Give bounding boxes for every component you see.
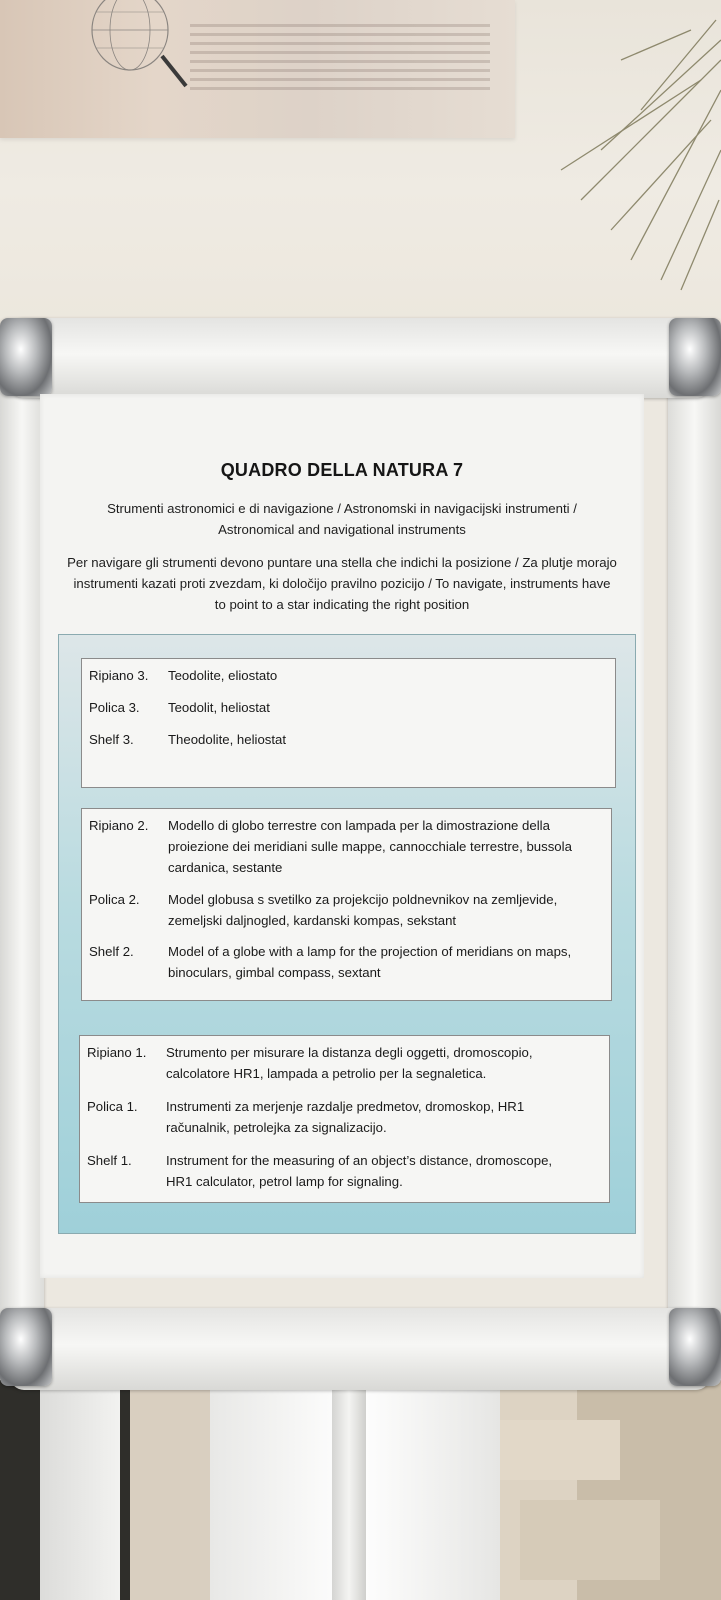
shelf-label: Shelf 1. xyxy=(87,1153,132,1168)
shelf-text-line: Model of a globe with a lamp for the projection of meridians on maps, xyxy=(168,944,572,959)
description-line: Per navigare gli strumenti devono puntare una stella che indichi la posizione / Za plutje morajo xyxy=(67,555,617,570)
shelf-text-line: calcolatore HR1, lampada a petrolio per la segnaletica. xyxy=(166,1066,487,1081)
shelf-label: Polica 2. xyxy=(89,892,140,907)
shelf-text-line: HR1 calculator, petrol lamp for signaling. xyxy=(166,1174,403,1189)
shelf-text-line: Instrument for the measuring of an object’s distance, dromoscope, xyxy=(166,1153,553,1168)
frame-corner-bottom-right xyxy=(669,1308,721,1386)
poster-text-lines xyxy=(190,24,490,96)
shelf-text-line: binoculars, gimbal compass, sextant xyxy=(168,965,381,980)
frame-corner-bottom-left xyxy=(0,1308,52,1386)
shelf-3-box xyxy=(81,658,616,788)
frame-corner-top-left xyxy=(0,318,52,396)
shelf-text-line: proiezione dei meridiani sulle mappe, cannocchiale terrestre, bussola xyxy=(168,839,572,854)
frame-corner-top-right xyxy=(669,318,721,396)
frame-rail-left xyxy=(0,358,44,1358)
subtitle-line: Astronomical and navigational instruments xyxy=(218,522,466,537)
shelves-panel xyxy=(58,634,636,1234)
shelf-label: Shelf 3. xyxy=(89,732,134,747)
shelf-label: Polica 1. xyxy=(87,1099,138,1114)
shelf-text: Theodolite, heliostat xyxy=(168,732,287,747)
description-line: instrumenti kazati proti zvezdam, ki določijo pravilno pozicijo / To navigate, instruments have xyxy=(73,576,611,591)
stand-leg-left xyxy=(40,1370,120,1600)
frame-rail-top xyxy=(10,318,710,398)
subtitle-line: Strumenti astronomici e di navigazione / Astronomski in navigacijski instrumenti / xyxy=(107,501,577,516)
globe-illustration xyxy=(90,0,190,100)
shelf-text-line: Strumento per misurare la distanza degli oggetti, dromoscopio, xyxy=(166,1045,533,1060)
shelf-text-line: Instrumenti za merjenje razdalje predmetov, dromoskop, HR1 xyxy=(166,1099,525,1114)
shelf-1-box xyxy=(79,1035,610,1203)
shelf-text: Teodolit, heliostat xyxy=(168,700,270,715)
shelf-text-line: Modello di globo terrestre con lampada per la dimostrazione della xyxy=(168,818,550,833)
background-poster xyxy=(0,0,515,138)
sign-title: QUADRO DELLA NATURA 7 xyxy=(220,460,464,480)
shelf-text xyxy=(168,815,603,878)
shelf-label: Polica 3. xyxy=(89,700,140,715)
shelf-label: Shelf 2. xyxy=(89,944,134,959)
shelf-text xyxy=(166,1096,601,1138)
frame-rail-right xyxy=(668,358,721,1358)
shelf-text xyxy=(168,889,603,931)
description-line: to point to a star indicating the right position xyxy=(214,597,470,612)
shelf-text-line: cardanica, sestante xyxy=(168,860,283,875)
shelf-text xyxy=(166,1042,601,1084)
shelf-text-line: Model globusa s svetilko za projekcijo poldnevnikov na zemljevide, xyxy=(168,892,558,907)
plant-decoration xyxy=(541,0,721,300)
shelf-label: Ripiano 3. xyxy=(89,668,149,683)
frame-rail-bottom xyxy=(10,1308,710,1390)
shelf-text: Teodolite, eliostato xyxy=(168,668,278,683)
sign-paper xyxy=(40,394,644,1278)
stand-pole xyxy=(332,1370,366,1600)
shelf-text xyxy=(166,1150,601,1192)
shelf-text xyxy=(168,941,603,983)
shelf-text-line: zemeljski daljnogled, kardanski kompas, sekstant xyxy=(168,913,457,928)
shelf-label: Ripiano 1. xyxy=(87,1045,147,1060)
shelf-label: Ripiano 2. xyxy=(89,818,149,833)
shelf-2-box xyxy=(81,808,612,1001)
sign-subtitle xyxy=(60,498,624,540)
sign-description xyxy=(46,552,638,615)
shelf-text-line: računalnik, petrolejka za signalizacijo. xyxy=(166,1120,387,1135)
